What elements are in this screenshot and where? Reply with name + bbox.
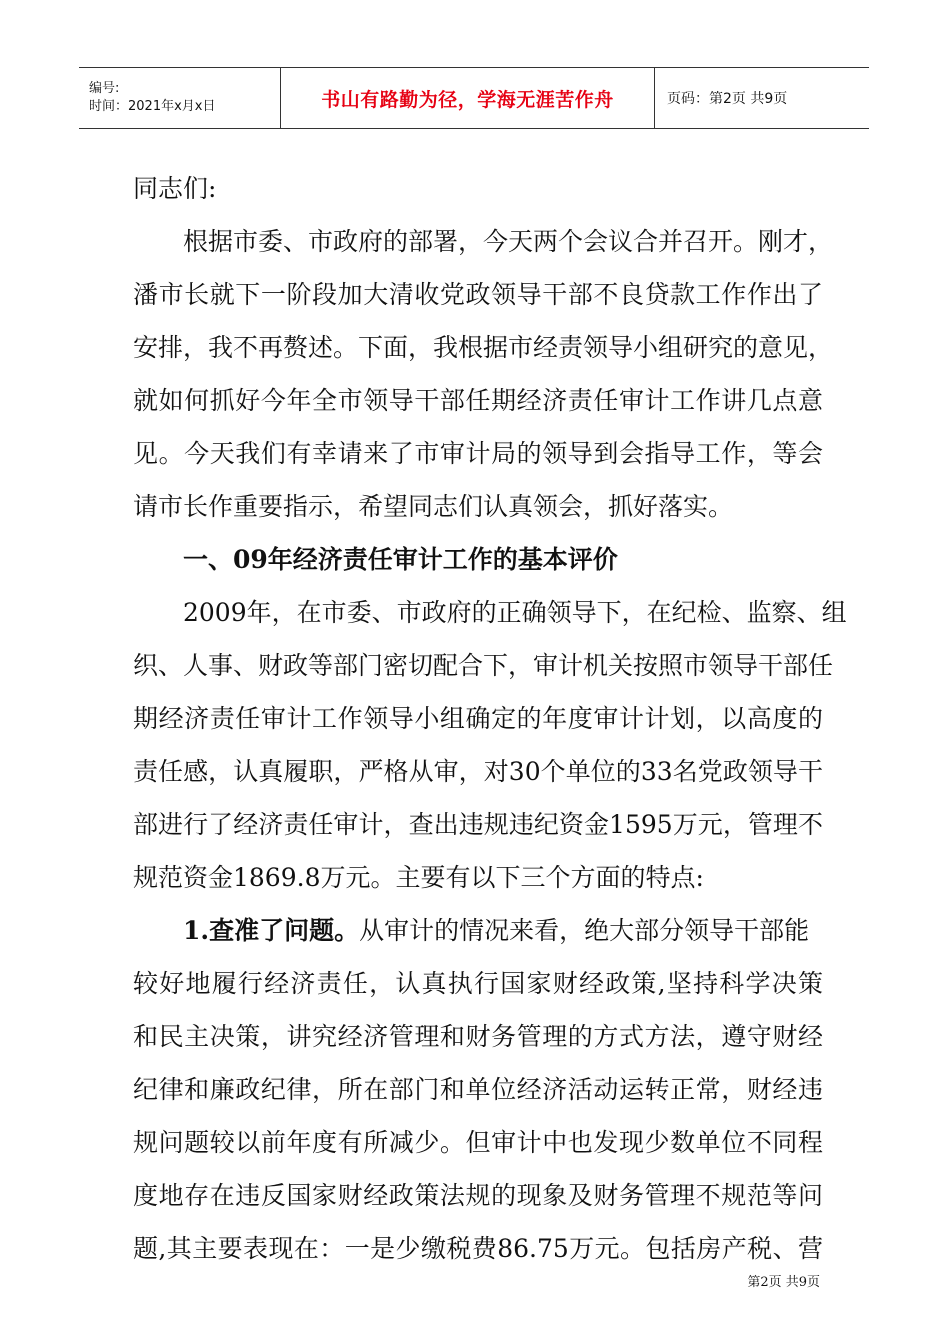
paragraph-line: 安排，我不再赘述。下面，我根据市经责领导小组研究的意见， bbox=[133, 333, 834, 362]
subsection-lead: 1.查准了问题。 bbox=[183, 916, 360, 945]
paragraph-line: 和民主决策，讲究经济管理和财务管理的方式方法，遵守财经 bbox=[133, 1022, 823, 1051]
page-footer: 第2页 共9页 bbox=[747, 1275, 820, 1290]
paragraph-text: 从审计的情况来看，绝大部分领导干部能 bbox=[359, 916, 810, 945]
document-number-label: 编号: bbox=[89, 81, 120, 96]
document-date-label: 时间：2021年x月x日 bbox=[89, 99, 216, 114]
paragraph-line-with-lead bbox=[133, 904, 823, 957]
paragraph-line: 较好地履行经济责任，认真执行国家财经政策,坚持科学决策 bbox=[133, 969, 823, 998]
paragraph-line: 2009年，在市委、市政府的正确领导下，在纪检、监察、组 bbox=[183, 598, 847, 627]
paragraph-line: 根据市委、市政府的部署，今天两个会议合并召开。刚才， bbox=[183, 227, 834, 256]
header-page-number: 页码：第2页 共9页 bbox=[667, 91, 788, 107]
paragraph-line: 见。今天我们有幸请来了市审计局的领导到会指导工作，等会 bbox=[133, 439, 823, 468]
header-motto: 书山有路勤为径，学海无涯苦作舟 bbox=[321, 88, 614, 111]
paragraph-line: 部进行了经济责任审计，查出违规违纪资金1595万元，管理不 bbox=[133, 810, 823, 839]
paragraph-line: 潘市长就下一阶段加大清收党政领导干部不良贷款工作作出了 bbox=[133, 280, 823, 309]
section-heading: 一、09年经济责任审计工作的基本评价 bbox=[183, 545, 618, 574]
header-meta-cell bbox=[79, 68, 281, 128]
paragraph-line: 责任感，认真履职，严格从审，对30个单位的33名党政领导干 bbox=[133, 757, 823, 786]
page-header bbox=[79, 67, 869, 129]
paragraph-line: 期经济责任审计工作领导小组确定的年度审计计划，以高度的 bbox=[133, 704, 823, 733]
paragraph-line: 织、人事、财政等部门密切配合下，审计机关按照市领导干部任 bbox=[133, 651, 834, 680]
paragraph-line: 题,其主要表现在：一是少缴税费86.75万元。包括房产税、营 bbox=[133, 1234, 823, 1263]
paragraph-line: 度地存在违反国家财经政策法规的现象及财务管理不规范等问 bbox=[133, 1181, 823, 1210]
paragraph-line: 规范资金1869.8万元。主要有以下三个方面的特点: bbox=[133, 863, 704, 892]
paragraph-line: 纪律和廉政纪律，所在部门和单位经济活动运转正常，财经违 bbox=[133, 1075, 823, 1104]
paragraph-line: 规问题较以前年度有所减少。但审计中也发现少数单位不同程 bbox=[133, 1128, 823, 1157]
header-motto-cell bbox=[281, 68, 655, 128]
header-page-cell bbox=[655, 68, 869, 128]
salutation: 同志们: bbox=[133, 174, 217, 203]
document-body bbox=[133, 162, 847, 1275]
paragraph-line: 请市长作重要指示，希望同志们认真领会，抓好落实。 bbox=[133, 492, 734, 521]
paragraph-line: 就如何抓好今年全市领导干部任期经济责任审计工作讲几点意 bbox=[133, 386, 823, 415]
